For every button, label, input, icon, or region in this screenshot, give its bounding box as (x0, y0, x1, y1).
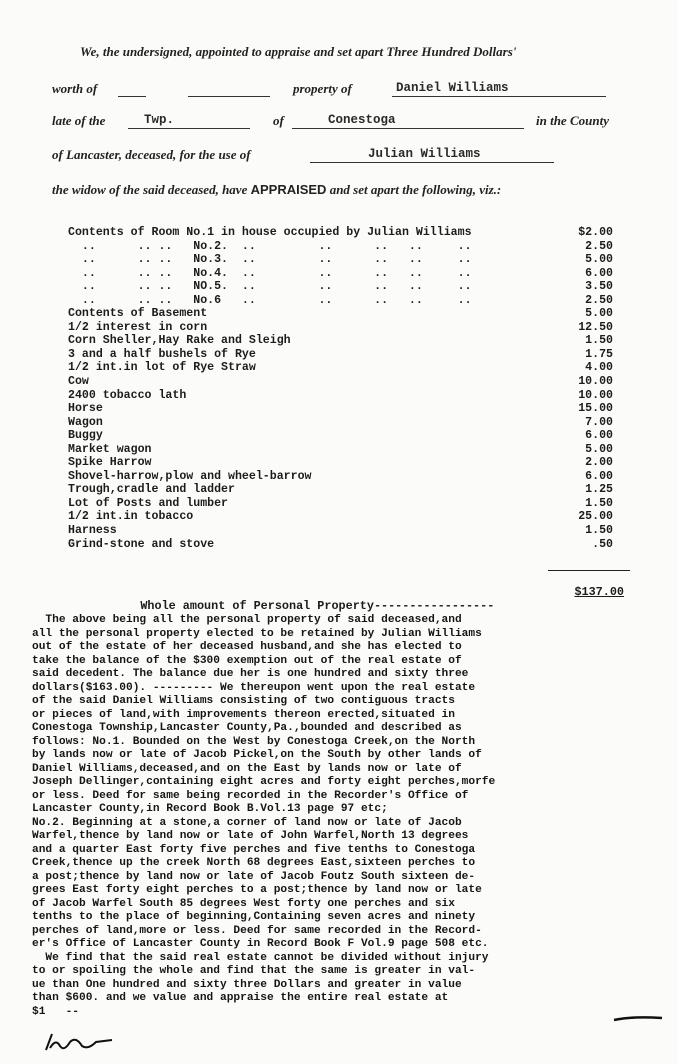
inventory-row (68, 538, 628, 552)
inventory-row (68, 361, 628, 375)
worth-of-label: worth of (52, 81, 98, 96)
inventory-item-amount: 6.00 (585, 469, 613, 483)
inventory-row (68, 294, 628, 308)
inventory-item-amount: 1.75 (585, 347, 613, 361)
narrative-line: follows: No.1. Bounded on the West by Conestoga Creek,on the North (32, 735, 476, 748)
narrative-line: ue than One hundred and sixty three Dollars and greater in value (32, 978, 462, 991)
narrative-line: a post;thence by land now or late of Jacob Foutz South sixteen de- (32, 870, 476, 883)
inventory-row (68, 443, 628, 457)
inventory-item-desc: Corn Sheller,Hay Rake and Sleigh (68, 334, 291, 348)
inventory-item-amount: 12.50 (578, 320, 613, 334)
inventory-row (68, 307, 628, 321)
narrative-line: Daniel Williams,deceased,and on the East by lands now or late of (32, 762, 462, 775)
inventory-item-amount: 6.00 (585, 266, 613, 280)
signature-mark (42, 1028, 132, 1054)
narrative-line: take the balance of the $300 exemption out of the real estate of (32, 654, 462, 667)
total-amount: $137.00 (574, 585, 624, 599)
narrative-line: Joseph Dellinger,containing eight acres and forty eight perches,morfe (32, 776, 496, 788)
narrative-line: We find that the said real estate cannot be divided without injury (32, 951, 489, 964)
narrative-line: No.2. Beginning at a stone,a corner of land now or late of Jacob (32, 816, 462, 829)
blank-line (118, 96, 146, 97)
inventory-item-desc: .. .. .. No.2. .. .. .. .. .. (68, 239, 472, 253)
blank-line (310, 162, 554, 163)
edge-mark (612, 1012, 664, 1024)
inventory-item-desc: .. .. .. No.4. .. .. .. .. .. (68, 266, 472, 280)
inventory-row (68, 416, 628, 430)
decedent-name: Daniel Williams (396, 81, 509, 95)
inventory-item-amount: 10.00 (578, 388, 613, 402)
inventory-item-desc: Harness (68, 524, 117, 538)
inventory-item-desc: Contents of Basement (68, 307, 208, 321)
widow-name: Julian Williams (368, 147, 481, 161)
inventory-item-desc: Cow (68, 375, 89, 389)
inventory-item-desc: .. .. .. No.6 .. .. .. .. .. (68, 293, 472, 307)
inventory-item-desc: Lot of Posts and lumber (68, 496, 229, 510)
inventory-item-desc: .. .. .. No.3. .. .. .. .. .. (68, 253, 472, 267)
narrative-line: of the said Daniel Williams consisting of two contiguous tracts (32, 695, 455, 707)
blank-line (188, 96, 270, 97)
inventory-item-amount: 1.25 (585, 483, 613, 497)
narrative-line: all the personal property elected to be retained by Julian Williams (32, 627, 482, 640)
inventory-item-desc: .. .. .. NO.5. .. .. .. .. .. (68, 280, 472, 294)
narrative-line: The above being all the personal property of said deceased,and (32, 614, 462, 626)
inventory-item-amount: 25.00 (578, 510, 613, 524)
inventory-row (68, 470, 628, 484)
narrative-line: and a quarter East forty five perches and five tenths to Conestoga (32, 843, 476, 856)
inventory-item-amount: 1.50 (585, 496, 613, 510)
narrative-line: dollars($163.00). --------- We thereupon went upon the real estate (32, 681, 476, 694)
inventory-item-amount: 5.00 (585, 307, 613, 321)
blank-line (392, 96, 606, 97)
inventory-item-desc: Grind-stone and stove (68, 537, 215, 551)
inventory-item-amount: 6.00 (585, 429, 613, 443)
inventory-item-amount: 1.50 (585, 524, 613, 538)
narrative-line: perches of land,more or less. Deed for same recorded in the Record- (32, 924, 482, 937)
inventory-item-desc: Trough,cradle and ladder (68, 483, 235, 497)
inventory-row (68, 497, 628, 511)
narrative-line: tenths to the place of beginning,Containing seven acres and ninety (32, 911, 476, 923)
inventory-item-desc: 3 and a half bushels of Rye (68, 347, 256, 361)
late-of-the-label: late of the (52, 113, 106, 128)
inventory-item-desc: 1/2 interest in corn (68, 320, 208, 334)
inventory-list (68, 226, 628, 551)
narrative-line: Conestoga Township,Lancaster County,Pa.,bounded and described as (32, 722, 462, 734)
inventory-item-desc: Market wagon (68, 442, 152, 456)
narrative-line: $1 -- (32, 1005, 79, 1018)
inventory-item-desc: Horse (68, 402, 103, 416)
in-the-county-label: in the County (536, 113, 609, 128)
narrative-line: or pieces of land,with improvements thereon erected,situated in (32, 708, 455, 721)
inventory-item-desc: Shovel-harrow,plow and wheel-barrow (68, 469, 312, 483)
inventory-row (68, 226, 628, 240)
appraisal-narrative (32, 614, 652, 1019)
lancaster-label: of Lancaster, deceased, for the use of (52, 147, 251, 162)
inventory-item-amount: 4.00 (585, 361, 613, 375)
blank-line (128, 128, 250, 129)
header-line-1: We, the undersigned, appointed to appraise and set apart Three Hundred Dollars' (80, 44, 517, 59)
inventory-row (68, 321, 628, 335)
narrative-line: out of the estate of her deceased husband,and she has elected to (32, 641, 462, 653)
inventory-item-amount: 7.00 (585, 415, 613, 429)
widow-label: the widow of the said deceased, have (52, 182, 248, 197)
inventory-item-amount: .50 (592, 537, 613, 551)
inventory-item-amount: $2.00 (578, 226, 613, 239)
narrative-line: er's Office of Lancaster County in Record Book F Vol.9 page 508 etc. (32, 938, 489, 950)
narrative-line: Lancaster County,in Record Book B.Vol.13 page 97 etc; (32, 803, 388, 815)
inventory-row (68, 524, 628, 538)
inventory-item-desc: 1/2 int.in tobacco (68, 510, 194, 524)
inventory-row (68, 334, 628, 348)
inventory-row (68, 240, 628, 254)
narrative-line: Creek,thence up the creek North 68 degrees East,sixteen perches to (32, 857, 476, 869)
inventory-row (68, 253, 628, 267)
narrative-line: grees East forty eight perches to a post;thence by land now or late (32, 884, 482, 896)
inventory-row (68, 348, 628, 362)
inventory-item-amount: 2.50 (585, 293, 613, 307)
narrative-line: Warfel,thence by land now or late of John Warfel,North 13 degrees (32, 830, 469, 842)
inventory-item-amount: 5.00 (585, 442, 613, 456)
property-of-label: property of (293, 81, 352, 96)
narrative-line: than $600. and we value and appraise the entire real estate at (32, 992, 449, 1004)
inventory-item-amount: 5.00 (585, 253, 613, 267)
inventory-row (68, 280, 628, 294)
narrative-line: of Jacob Warfel South 85 degrees West forty one perches and six (32, 897, 455, 910)
township-abbrev: Twp. (144, 113, 175, 127)
blank-line (292, 128, 524, 129)
narrative-line: or less. Deed for same being recorded in the Recorder's Office of (32, 789, 469, 802)
inventory-row (68, 389, 628, 403)
total-label: Whole amount of Personal Property----------------- (140, 599, 495, 613)
total-rule (548, 570, 630, 571)
inventory-item-amount: 2.50 (585, 239, 613, 253)
inventory-row (68, 402, 628, 416)
inventory-item-amount: 15.00 (578, 402, 613, 416)
inventory-row (68, 267, 628, 281)
narrative-line: to or spoiling the whole and find that the same is greater in val- (32, 965, 476, 977)
inventory-item-desc: 2400 tobacco lath (68, 388, 187, 402)
inventory-item-amount: 2.00 (585, 456, 613, 470)
inventory-row (68, 483, 628, 497)
set-apart-label: and set apart the following, viz.: (329, 182, 502, 197)
inventory-item-amount: 10.00 (578, 375, 613, 389)
appraised-label: APPRAISED (250, 182, 327, 197)
inventory-item-desc: 1/2 int.in lot of Rye Straw (68, 361, 256, 375)
township-name: Conestoga (328, 113, 396, 127)
inventory-row (68, 510, 628, 524)
inventory-item-amount: 1.50 (585, 334, 613, 348)
inventory-item-desc: Contents of Room No.1 in house occupied by Julian Williams (68, 226, 472, 239)
inventory-row (68, 429, 628, 443)
inventory-row (68, 375, 628, 389)
inventory-item-desc: Buggy (68, 429, 103, 443)
narrative-line: said decedent. The balance due her is one hundred and sixty three (32, 668, 469, 680)
header-line-5 (52, 182, 632, 198)
of-label: of (273, 113, 284, 128)
narrative-line: by lands now or late of Jacob Pickel,on the South by other lands of (32, 749, 482, 761)
inventory-item-amount: 3.50 (585, 280, 613, 294)
inventory-item-desc: Wagon (68, 415, 103, 429)
inventory-row (68, 456, 628, 470)
inventory-item-desc: Spike Harrow (68, 456, 152, 470)
